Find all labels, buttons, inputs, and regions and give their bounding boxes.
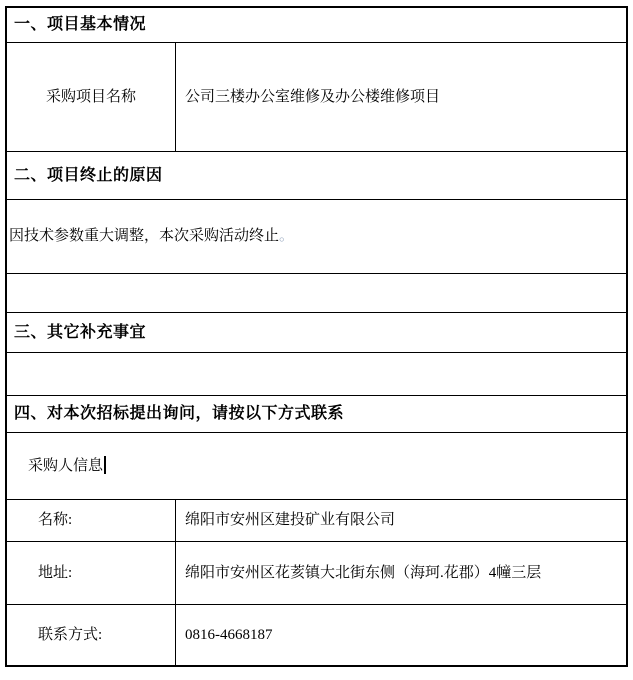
section4-title: 四、对本次招标提出询问，请按以下方式联系: [14, 405, 345, 423]
section3-title: 三、其它补充事宜: [14, 323, 147, 341]
termination-reason-row: [7, 200, 626, 274]
project-name-value: 公司三楼办公室维修及办公楼维修项目: [185, 88, 441, 105]
text-cursor: [104, 456, 106, 474]
contact-address-label: 地址:: [7, 542, 176, 604]
purchaser-info-row[interactable]: [7, 433, 626, 500]
announcement-table: [5, 6, 628, 667]
contact-name-row: [7, 500, 626, 542]
termination-reason-period: 。: [279, 228, 295, 245]
contact-phone-label: 联系方式:: [7, 605, 176, 665]
empty-cell-1: [7, 274, 626, 312]
project-name-row: [7, 43, 626, 152]
contact-address-row: [7, 542, 626, 605]
contact-name-label: 名称:: [7, 500, 176, 541]
project-name-label: 采购项目名称: [7, 43, 176, 151]
empty-row-2: [7, 353, 626, 396]
section4-header-row: [7, 396, 626, 433]
empty-cell-2: [7, 353, 626, 395]
section2-header-row: [7, 152, 626, 200]
purchaser-info-heading: 采购人信息: [28, 457, 104, 474]
section3-header-row: [7, 313, 626, 353]
purchaser-info-heading-cell[interactable]: [7, 433, 626, 499]
empty-row-1: [7, 274, 626, 313]
section2-title: 二、项目终止的原因: [14, 166, 163, 184]
termination-reason-sentence: 因技术参数重大调整，本次采购活动终止: [9, 228, 280, 245]
contact-address-value: 绵阳市安州区花荄镇大北街东侧（海珂.花郡）4幢三层: [185, 564, 542, 581]
termination-reason-text: [7, 200, 626, 273]
contact-phone-row: [7, 605, 626, 665]
section1-title: 一、项目基本情况: [14, 16, 147, 34]
section1-header-row: [7, 8, 626, 43]
contact-name-value: 绵阳市安州区建投矿业有限公司: [185, 512, 396, 529]
contact-phone-value: 0816-4668187: [185, 626, 273, 643]
